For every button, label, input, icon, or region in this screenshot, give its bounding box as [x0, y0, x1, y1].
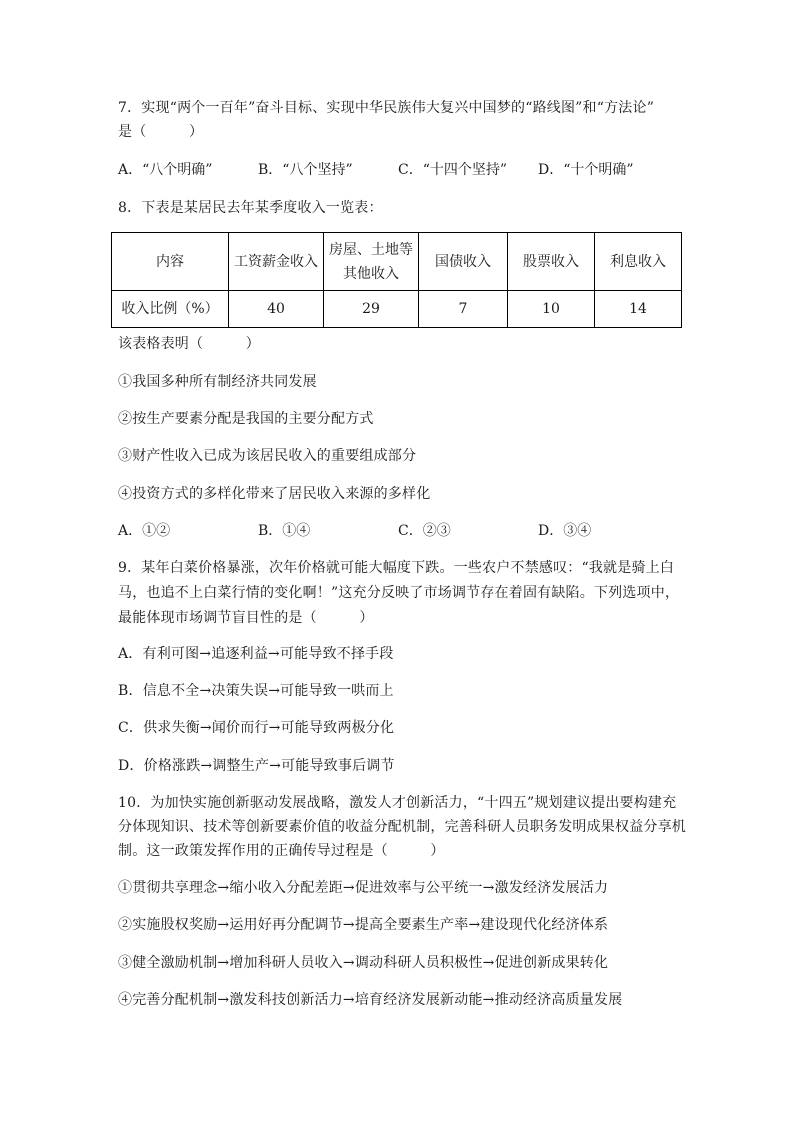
- table-header-cell: 国债收入: [419, 233, 508, 291]
- q8-after-table: 该表格表明（ ）: [118, 336, 260, 352]
- table-header-cell: 房屋、土地等其他收入: [324, 233, 419, 291]
- q9-option-d: D．价格涨跌→调整生产→可能导致事后调节: [118, 758, 395, 774]
- q9-option-b: B．信息不全→决策失误→可能导致一哄而上: [118, 683, 394, 699]
- q8-statement: ④投资方式的多样化带来了居民收入来源的多样化: [118, 486, 431, 502]
- q10-statement: ④完善分配机制→激发科技创新活力→培育经济发展新动能→推动经济高质量发展: [118, 992, 623, 1008]
- q8-stem: 8．下表是某居民去年某季度收入一览表：: [118, 200, 383, 216]
- q9-stem-line2: 马，也追不上白菜行情的变化啊！”这充分反映了市场调节存在着固有缺陷。下列选项中，: [118, 585, 680, 601]
- table-cell: 14: [595, 291, 682, 328]
- q8-statement: ①我国多种所有制经济共同发展: [118, 374, 317, 390]
- q7-option-b: B．“八个坚持”: [258, 162, 353, 178]
- q10-stem-line2: 分体现知识、技术等创新要素价值的收益分配机制，完善科研人员职务发明成果权益分享机: [118, 819, 686, 835]
- q8-option-c: C．②③: [398, 523, 451, 539]
- q7-stem-line1: 7．实现“两个一百年”奋斗目标、实现中华民族伟大复兴中国梦的“路线图”和“方法论”: [118, 100, 655, 116]
- q8-statement: ③财产性收入已成为该居民收入的重要组成部分: [118, 448, 417, 464]
- table-header-row: [112, 233, 682, 291]
- table-cell: 40: [229, 291, 324, 328]
- table-cell: 29: [324, 291, 419, 328]
- table-cell: 收入比例（%）: [112, 291, 229, 328]
- q8-option-d: D．③④: [538, 523, 592, 539]
- q7-stem-line2: 是（ ）: [118, 124, 204, 140]
- q9-option-c: C．供求失衡→闻价而行→可能导致两极分化: [118, 720, 395, 736]
- q10-statement: ②实施股权奖励→运用好再分配调节→提高全要素生产率→建设现代化经济体系: [118, 917, 609, 933]
- q7-option-c: C．“十四个坚持”: [398, 162, 508, 178]
- table-header-cell: 股票收入: [508, 233, 595, 291]
- q10-stem-line1: 10．为加快实施创新驱动发展战略，激发人才创新活力，“十四五”规划建议提出要构建充: [118, 795, 677, 811]
- table-cell: 10: [508, 291, 595, 328]
- income-table: [111, 232, 682, 328]
- q8-option-a: A．①②: [118, 523, 171, 539]
- q10-statement: ①贯彻共享理念→缩小收入分配差距→促进效率与公平统一→激发经济发展活力: [118, 880, 609, 896]
- q7-option-d: D．“十个明确”: [538, 162, 634, 178]
- q10-stem-line3: 制。这一政策发挥作用的正确传导过程是（ ）: [118, 843, 445, 859]
- q8-statement: ②按生产要素分配是我国的主要分配方式: [118, 411, 374, 427]
- q10-statement: ③健全激励机制→增加科研人员收入→调动科研人员积极性→促进创新成果转化: [118, 955, 609, 971]
- q9-stem-line1: 9．某年白菜价格暴涨，次年价格就可能大幅度下跌。一些农户不禁感叹：“我就是骑上白: [118, 560, 675, 576]
- q8-option-b: B．①④: [258, 523, 311, 539]
- q9-stem-line3: 最能体现市场调节盲目性的是（ ）: [118, 610, 374, 626]
- table-cell: 7: [419, 291, 508, 328]
- table-row: [112, 291, 682, 328]
- table-header-cell: 内容: [112, 233, 229, 291]
- q9-option-a: A．有利可图→追逐利益→可能导致不择手段: [118, 646, 394, 662]
- table-header-cell: 利息收入: [595, 233, 682, 291]
- table-header-cell: 工资薪金收入: [229, 233, 324, 291]
- q7-option-a: A．“八个明确”: [118, 162, 213, 178]
